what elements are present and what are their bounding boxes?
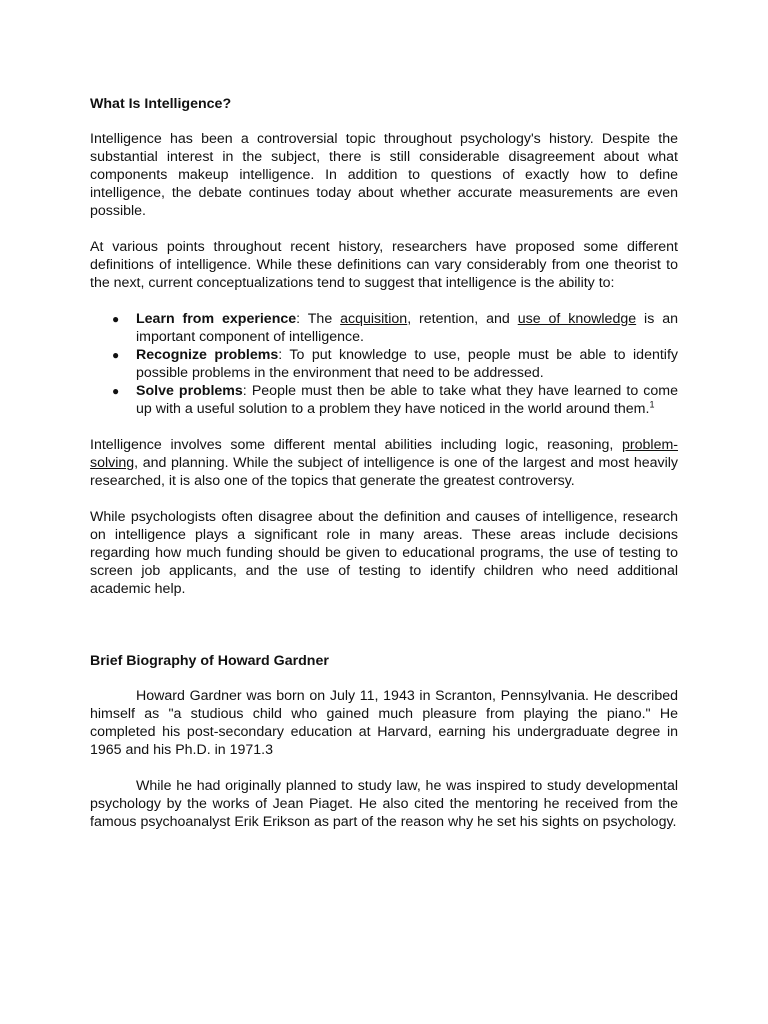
paragraph-bio-2: While he had originally planned to study law, he was inspired to study developmental psychology by the works of Jean Piaget. He also cited the mentoring he received from the famous psychoanalyst Erik Erikson as part of the reason why he set his sights on psychology. [90, 778, 678, 830]
list-item-recognize [90, 346, 678, 382]
paragraph-abilities [90, 436, 678, 490]
paragraph-bio-1: Howard Gardner was born on July 11, 1943 in Scranton, Pennsylvania. He described himself as "a studious child who gained much pleasure from playing the piano." He completed his post-secondary education at Harvard, earning his undergraduate degree in 1965 and his Ph.D. in 1971.3 [90, 688, 678, 758]
bullet-icon: ● [112, 312, 120, 326]
list-item-learn [90, 310, 678, 346]
paragraph-definitions: At various points throughout recent history, researchers have proposed some different definitions of intelligence. While these definitions can vary considerably from one theorist to the next, current conceptualizations tend to suggest that intelligence is the ability to: [90, 239, 678, 291]
list-text: : People must then be able to take what they have learned to come up with a useful solution to a problem they have noticed in the world around them. [136, 383, 678, 417]
list-text: : To put knowledge to use, people must be able to identify possible problems in the environment that need to be addressed. [136, 347, 678, 381]
list-item-solve [90, 382, 678, 418]
ability-list [90, 310, 678, 418]
link-use-of-knowledge[interactable]: use of knowledge [517, 311, 637, 327]
term-solve: Solve problems [136, 383, 243, 399]
section-heading-intelligence: What Is Intelligence? [90, 96, 232, 112]
section-heading-biography: Brief Biography of Howard Gardner [90, 653, 329, 669]
list-text: is an important component of intelligence. [136, 311, 678, 345]
paragraph-text: , and planning. While the subject of intelligence is one of the largest and most heavily researched, it is also one of the topics that generate the greatest controversy. [90, 455, 678, 489]
footnote-ref: 1 [649, 399, 655, 410]
term-recognize: Recognize problems [136, 347, 279, 363]
bullet-icon: ● [112, 384, 120, 398]
paragraph-research: While psychologists often disagree about the definition and causes of intelligence, research on intelligence plays a significant role in many areas. These areas include decisions regarding how much funding should be given to educational programs, the use of testing to screen job applicants, and the use of testing to identify children who need additional academic help. [90, 509, 678, 597]
term-learn: Learn from experience [136, 311, 297, 327]
link-acquisition[interactable]: acquisition [340, 311, 408, 327]
list-text: , retention, and [407, 311, 518, 327]
paragraph-text: Intelligence involves some different mental abilities including logic, reasoning, [90, 437, 623, 453]
link-problem-solving[interactable]: problem-solving [90, 437, 678, 471]
list-text: : The [296, 311, 341, 327]
bullet-icon: ● [112, 348, 120, 362]
paragraph-intro: Intelligence has been a controversial topic throughout psychology's history. Despite the substantial interest in the subject, there is still considerable disagreement about what components makeup intelligence. In addition to questions of exactly how to define intelligence, the debate continues today about whether accurate measurements are even possible. [90, 131, 678, 219]
document-page [90, 95, 678, 831]
